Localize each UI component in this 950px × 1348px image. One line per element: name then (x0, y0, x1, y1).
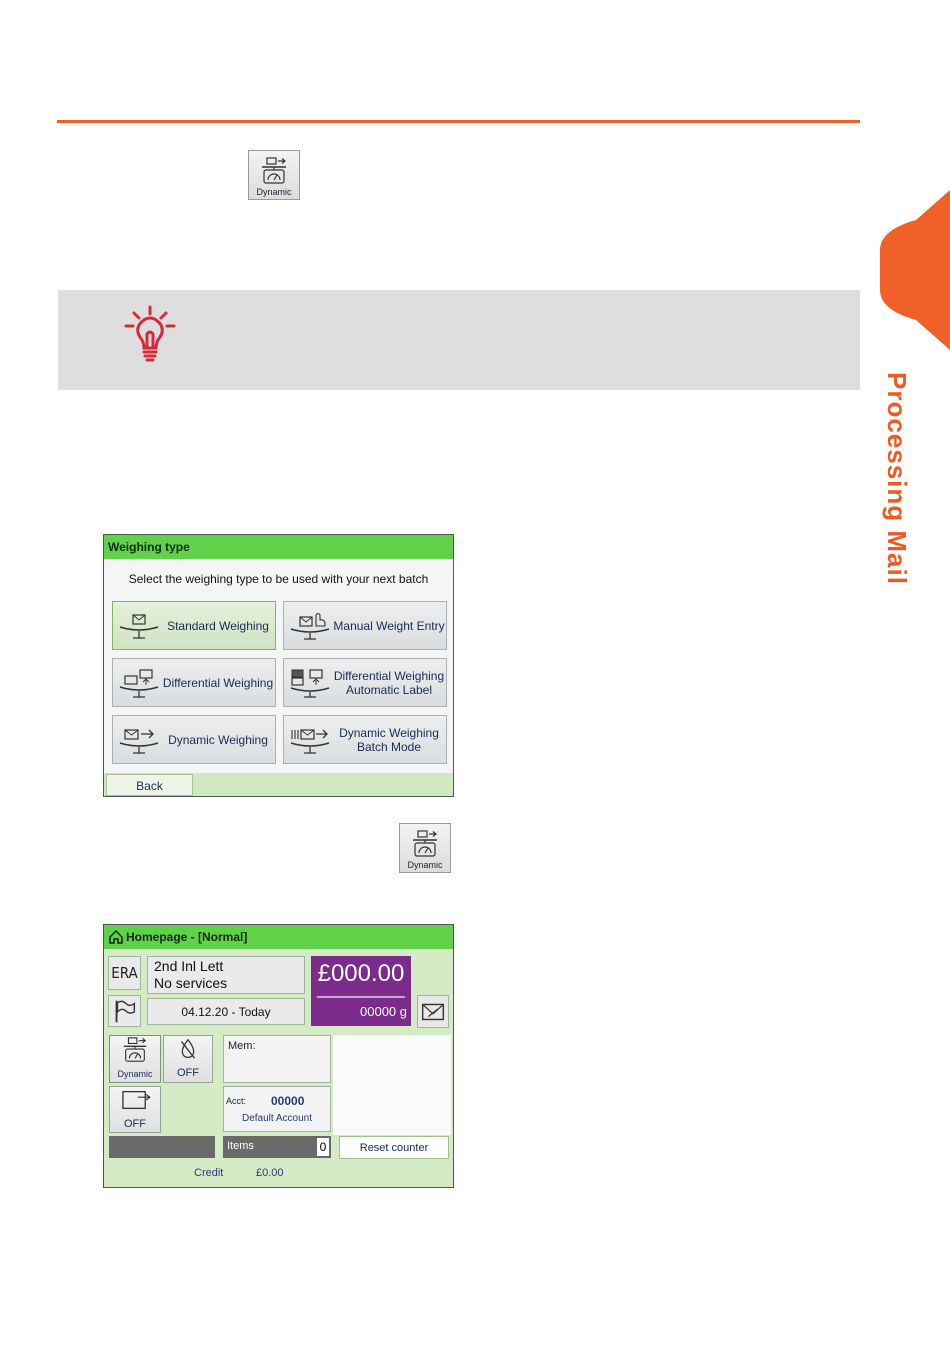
standard-weighing-button[interactable] (112, 601, 276, 650)
items-label: Items (227, 1140, 254, 1152)
homepage-screen (103, 924, 454, 1188)
flag-button[interactable] (108, 995, 141, 1027)
differential-weighing-automatic-label-button[interactable] (283, 658, 447, 707)
weight-value: 00000 g (360, 1004, 407, 1019)
flag-icon (109, 996, 140, 1026)
sealing-state: OFF (177, 1067, 199, 1079)
memory-label: Mem: (228, 1040, 256, 1052)
account-button[interactable] (223, 1086, 331, 1132)
postage-amount: £000.00 (317, 960, 405, 987)
dynamic-scale-icon (257, 156, 291, 186)
option-label: Dynamic Weighing Batch Mode (339, 725, 439, 754)
reset-counter-button[interactable]: Reset counter (339, 1136, 449, 1159)
memory-button[interactable] (223, 1035, 331, 1083)
postage-amount-panel (311, 956, 411, 1026)
weighing-type-subtitle: Select the weighing type to be used with your next batch (128, 572, 429, 586)
service-line-2: No services (154, 975, 228, 991)
label-printer-button[interactable] (109, 1086, 161, 1133)
scale-batch-icon (288, 724, 332, 756)
credit-label: Credit (194, 1167, 224, 1179)
dynamic-weighing-icon-button-2 (399, 823, 451, 873)
scale-stack-icon (117, 667, 161, 699)
water-drop-off-icon (174, 1036, 202, 1062)
manual-weight-entry-button[interactable] (283, 601, 447, 650)
weighing-type-title: Weighing type (104, 535, 453, 559)
option-label: Dynamic Weighing (168, 732, 268, 747)
homepage-titlebar (104, 925, 453, 949)
weighing-type-screen (103, 534, 454, 797)
service-selector[interactable] (147, 956, 305, 994)
dynamic-weighing-icon-button (248, 150, 300, 200)
status-bar (109, 1136, 215, 1158)
weighing-mode-label: Dynamic (117, 1069, 153, 1079)
era-button[interactable]: ERA (108, 956, 141, 990)
tip-box (58, 290, 860, 390)
label-printer-state: OFF (124, 1118, 146, 1130)
items-counter (223, 1136, 331, 1158)
amount-divider (317, 996, 405, 998)
homepage-title: Homepage - [Normal] (126, 930, 248, 944)
chapter-label: Processing Mail (882, 372, 912, 585)
date-button[interactable]: 04.12.20 - Today (147, 998, 305, 1025)
account-name: Default Account (241, 1113, 313, 1124)
header-rule (57, 120, 860, 123)
option-label: Standard Weighing (167, 618, 269, 633)
home-icon (108, 929, 124, 945)
differential-weighing-button[interactable] (112, 658, 276, 707)
service-line-1: 2nd Inl Lett (154, 958, 224, 974)
lightbulb-icon (120, 304, 180, 366)
weighing-type-footer (104, 773, 453, 797)
scale-stack-label-icon (288, 667, 332, 699)
blank-panel (333, 1035, 451, 1135)
dynamic-weighing-batch-mode-button[interactable] (283, 715, 447, 764)
items-count: 0 (317, 1138, 329, 1156)
dynamic-weighing-button[interactable] (112, 715, 276, 764)
dynamic-scale-icon (408, 829, 442, 859)
account-number: 00000 (271, 1094, 305, 1108)
scale-hand-icon (288, 610, 332, 642)
option-label: Differential Weighing Automatic Label (333, 668, 445, 697)
option-label: Differential Weighing (162, 675, 274, 690)
dynamic-scale-icon (119, 1036, 151, 1064)
option-label: Manual Weight Entry (333, 618, 445, 633)
mail-envelope-button[interactable] (417, 995, 449, 1028)
sealing-button[interactable] (163, 1035, 213, 1083)
scale-arrow-icon (117, 724, 161, 756)
label-print-icon (119, 1087, 151, 1113)
credit-value: £0.00 (256, 1167, 284, 1179)
envelope-check-icon (418, 996, 448, 1027)
weighing-mode-button[interactable] (109, 1035, 161, 1083)
dynamic-icon-label: Dynamic (256, 187, 292, 197)
dynamic-icon-label: Dynamic (407, 860, 443, 870)
scale-envelope-icon (117, 610, 161, 642)
back-button[interactable]: Back (106, 774, 193, 796)
chapter-tab (880, 190, 950, 350)
account-label: Acct: (226, 1096, 247, 1106)
